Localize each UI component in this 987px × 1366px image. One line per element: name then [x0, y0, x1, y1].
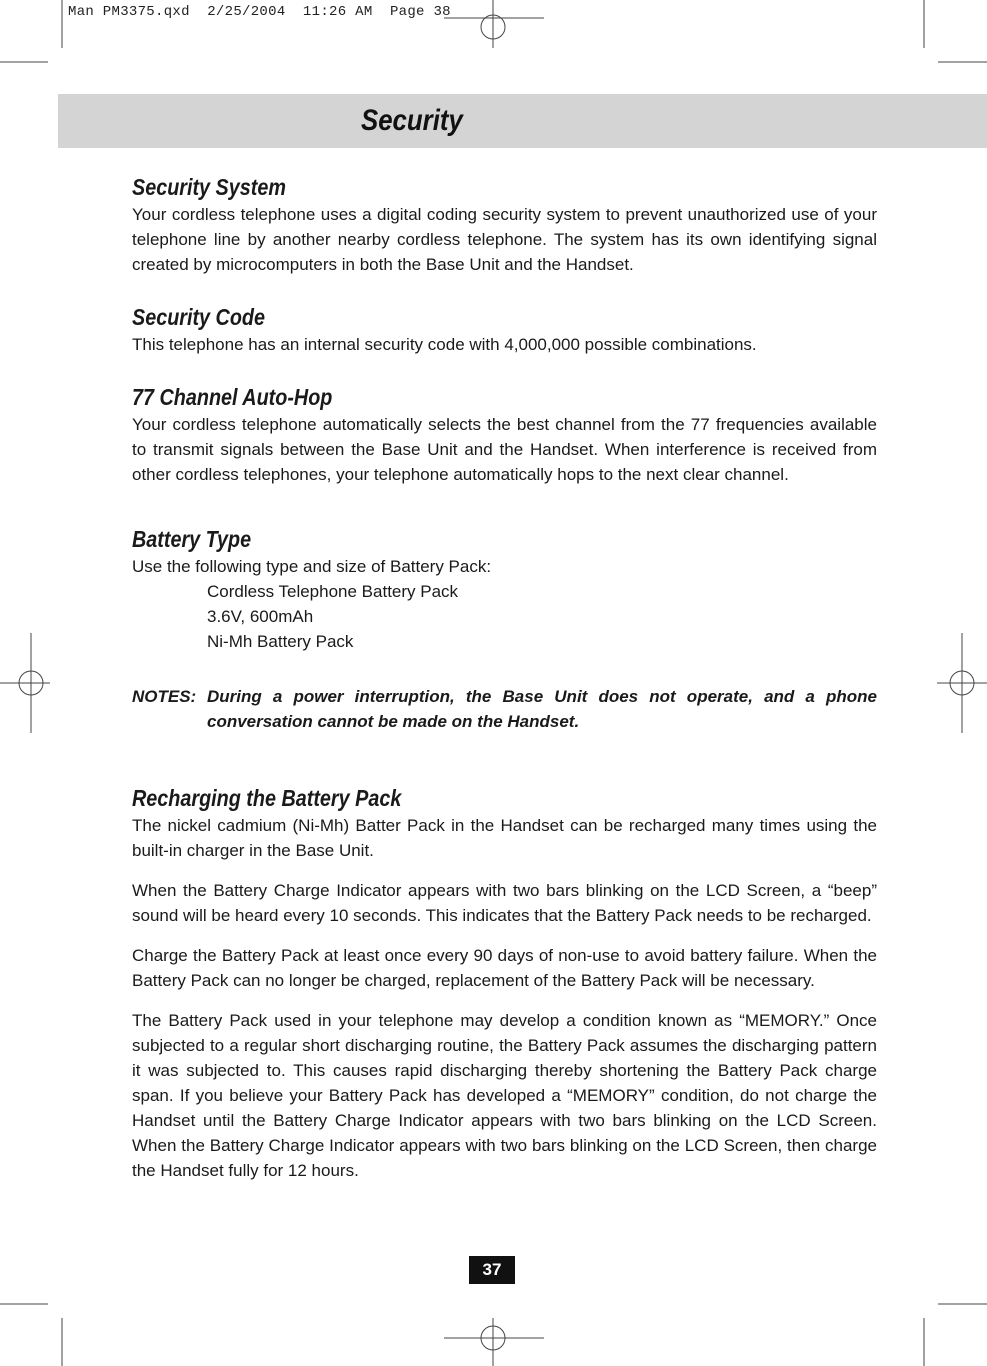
heading-auto-hop: 77 Channel Auto-Hop — [132, 384, 333, 410]
registration-mark-bottom — [444, 1318, 544, 1366]
notes-text: During a power interruption, the Base Unit does not operate, and a phone conversation cannot be made on the Handset. — [207, 687, 877, 731]
document-body — [132, 172, 877, 1183]
paragraph-battery-type-intro: Use the following type and size of Battery Pack: — [132, 557, 492, 576]
paragraph-recharging: Charge the Battery Pack at least once every 90 days of non-use to avoid battery failure. When the Battery Pack can no longer be charged, replacement of the Battery Pack will be necessary. — [132, 946, 877, 990]
battery-spec-line: Cordless Telephone Battery Pack — [207, 582, 459, 601]
registration-mark-top — [444, 0, 544, 48]
section-title-bar — [58, 94, 987, 148]
paragraph-recharging: The Battery Pack used in your telephone may develop a condition known as “MEMORY.” Once subjected to a regular short discharging routine, the Battery Pack assumes the discharging pattern it was subjected to. This causes rapid discharging thereby shortening the Battery Pack charge span. If you believe your Battery Pack has developed a “MEMORY” condition, do not charge the Handset until the Battery Charge Indicator appears with two bars blinking on the LCD Screen. When the Battery Charge Indicator appears with two bars blinking on the LCD Screen, then charge the Handset fully for 12 hours. — [132, 1011, 877, 1180]
heading-battery-type: Battery Type — [132, 526, 252, 552]
heading-recharging: Recharging the Battery Pack — [132, 785, 402, 811]
paragraph-security-code: This telephone has an internal security code with 4,000,000 possible combinations. — [132, 335, 757, 354]
registration-mark-left — [0, 633, 50, 733]
heading-security-code: Security Code — [132, 304, 266, 330]
paragraph-recharging: The nickel cadmium (Ni-Mh) Batter Pack in the Handset can be recharged many times using the built-in charger in the Base Unit. — [132, 816, 877, 860]
print-slug: Man PM3375.qxd 2/25/2004 11:26 AM Page 38 — [68, 4, 451, 20]
notes-block — [132, 684, 877, 734]
page-number: 37 — [469, 1256, 515, 1284]
notes-label: NOTES: — [132, 687, 197, 706]
paragraph-auto-hop: Your cordless telephone automatically selects the best channel from the 77 frequencies available to transmit signals between the Base Unit and the Handset. When interference is received from other cordless telephones, your telephone automatically hops to the next clear channel. — [132, 415, 877, 484]
registration-mark-right — [937, 633, 987, 733]
paragraph-recharging: When the Battery Charge Indicator appears with two bars blinking on the LCD Screen, a “beep” sound will be heard every 10 seconds. This indicates that the Battery Pack needs to be recharged. — [132, 881, 877, 925]
paragraph-security-system: Your cordless telephone uses a digital coding security system to prevent unauthorized use of your telephone line by another nearby cordless telephone. The system has its own identifying signal created by microcomputers in both the Base Unit and the Handset. — [132, 205, 877, 274]
battery-spec-line: 3.6V, 600mAh — [207, 607, 314, 626]
battery-spec-line: Ni-Mh Battery Pack — [207, 632, 354, 651]
heading-security-system: Security System — [132, 174, 286, 200]
page-title: Security — [361, 104, 463, 137]
